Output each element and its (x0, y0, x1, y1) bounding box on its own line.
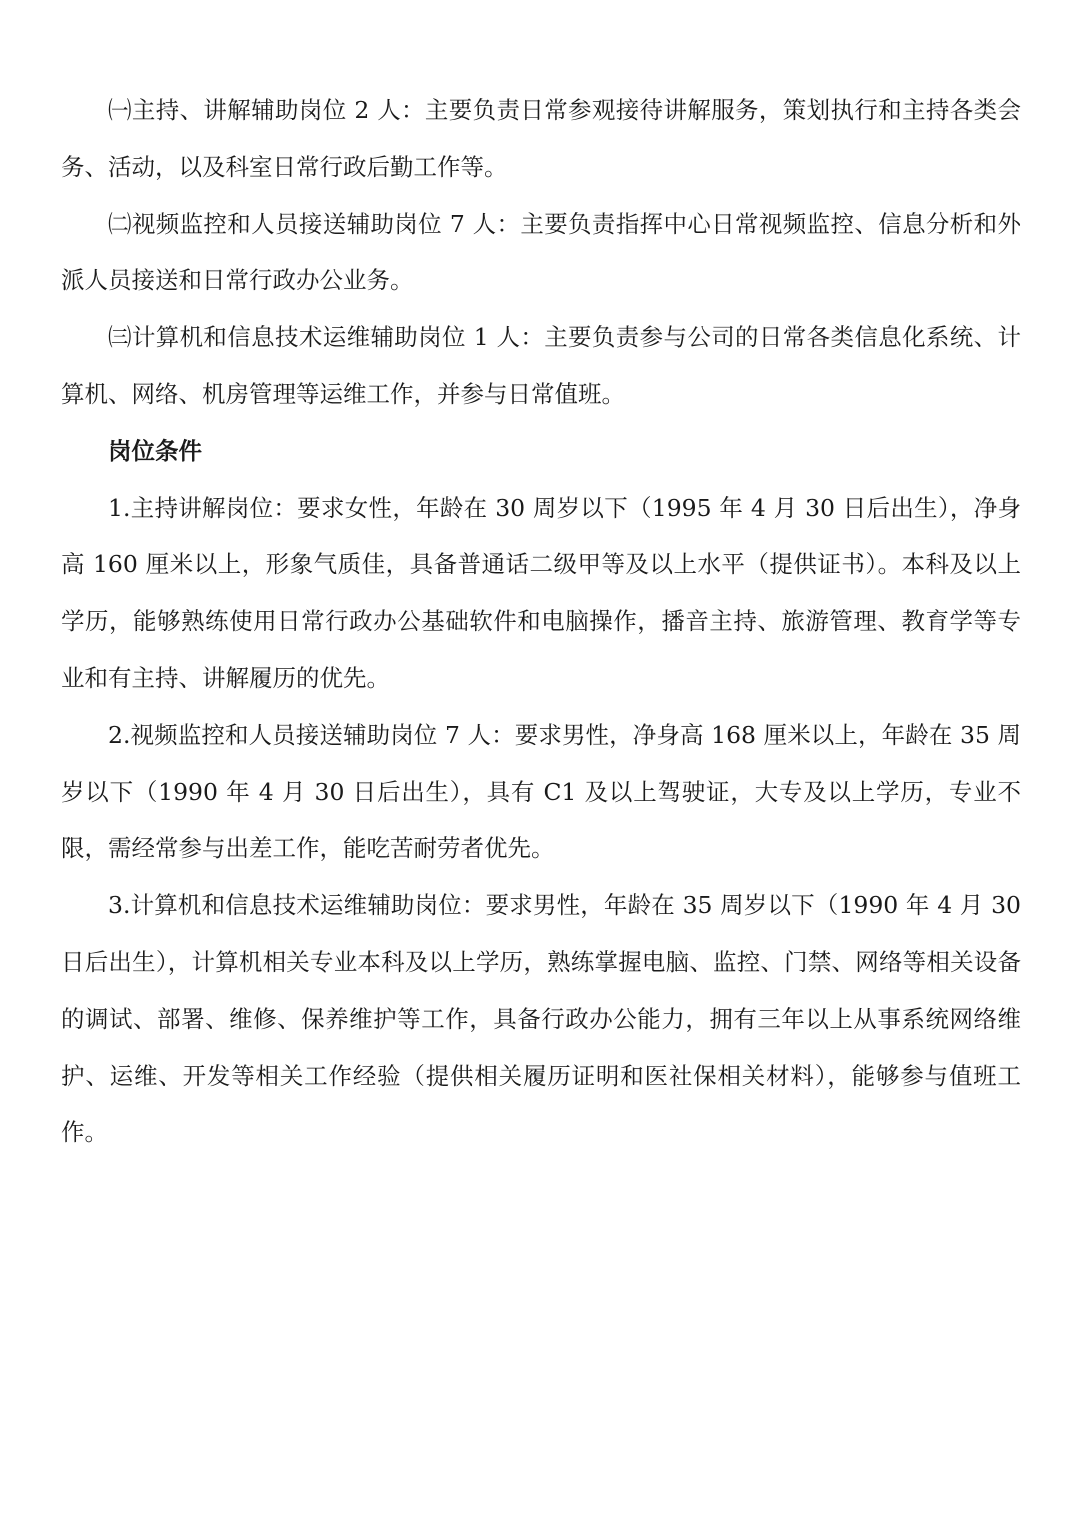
duty-paragraph-it-ops: ㈢计算机和信息技术运维辅助岗位 1 人：主要负责参与公司的日常各类信息化系统、计算机、网络、机房管理等运维工作，并参与日常值班。 (61, 323, 1021, 408)
condition-paragraph-host: 1.主持讲解岗位：要求女性，年龄在 30 周岁以下（1995 年 4 月 30 日后出生），净身高 160 厘米以上，形象气质佳，具备普通话二级甲等及以上水平（提供证书）。本科及以上学历，能够熟练使用日常行政办公基础软件和电脑操作，播音主持、旅游管理、教育学等专业和有主持、讲解履历的优先。 (61, 493, 1021, 692)
condition-paragraph-surveillance: 2.视频监控和人员接送辅助岗位 7 人：要求男性，净身高 168 厘米以上，年龄在 35 周岁以下（1990 年 4 月 30 日后出生），具有 C1 及以上驾驶证，大专及以上学历，专业不限，需经常参与出差工作，能吃苦耐劳者优先。 (61, 720, 1021, 863)
duty-paragraph-surveillance: ㈡视频监控和人员接送辅助岗位 7 人：主要负责指挥中心日常视频监控、信息分析和外派人员接送和日常行政办公业务。 (61, 209, 1021, 295)
duty-paragraph-host: ㈠主持、讲解辅助岗位 2 人：主要负责日常参观接待讲解服务，策划执行和主持各类会务、活动，以及科室日常行政后勤工作等。 (61, 96, 1021, 181)
condition-paragraph-it-ops: 3.计算机和信息技术运维辅助岗位：要求男性，年龄在 35 周岁以下（1990 年 4 月 30 日后出生），计算机相关专业本科及以上学历，熟练掌握电脑、监控、门禁、网络等相关设备的调试、部署、维修、保养维护等工作，具备行政办公能力，拥有三年以上从事系统网络维护、运维、开发等相关工作经验（提供相关履历证明和医社保相关材料），能够参与值班工作。 (61, 891, 1021, 1147)
document-body (61, 82, 1021, 1161)
conditions-heading: 岗位条件 (108, 436, 202, 465)
